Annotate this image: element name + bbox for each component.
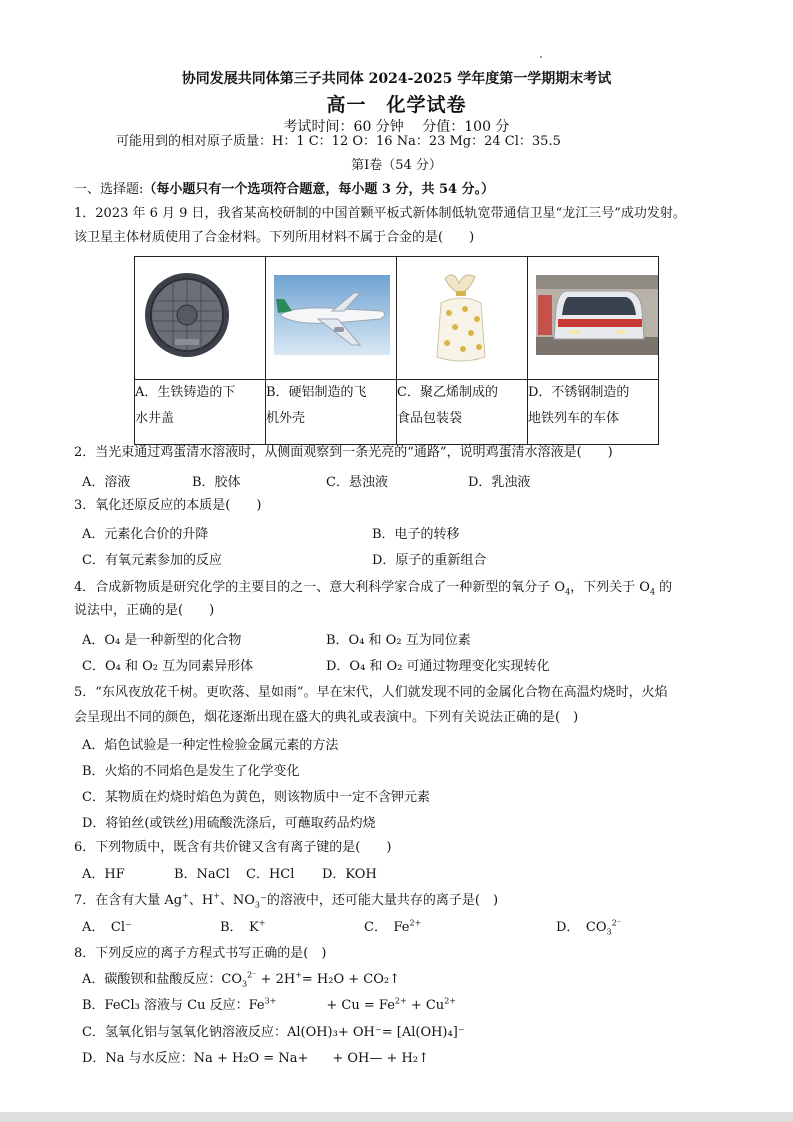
q1-option-c-line2: 食品包装袋 (397, 411, 463, 426)
q1-option-a-line1: A．生铁铸造的下 (135, 385, 236, 400)
q7-stem-sup2: + (213, 891, 220, 901)
q4-option-a: A．O₄ 是一种新型的化合物 (82, 633, 242, 648)
q6-option-b: B．NaCl (174, 867, 230, 882)
q5-option-d: D．将铂丝(或铁丝)用硫酸洗涤后，可蘸取药品灼烧 (82, 816, 376, 831)
q8-option-a-part2: + 2H (256, 972, 296, 987)
q8-option-b-part1: B．FeCl₃ 溶液与 Cu 反应：Fe (82, 998, 265, 1013)
manhole-cover-image (143, 271, 231, 359)
q8-option-b (82, 998, 456, 1014)
q6-stem: 6．下列物质中，既含有共价键又含有离子键的是( ) (74, 840, 392, 855)
q5-stem-line1: 5．“东风夜放花千树。更吹落、星如雨”。早在宋代，人们就发现不同的金属化合物在高温灼烧时，火焰 (74, 685, 668, 700)
scan-dot (540, 56, 542, 58)
q3-option-a: A．元素化合价的升降 (82, 527, 209, 542)
q1-option-b-line2: 机外壳 (266, 411, 306, 426)
q1-image-cell-c (397, 257, 528, 380)
q1-option-c-line1: C．聚乙烯制成的 (397, 385, 498, 400)
subway-train-image (536, 275, 658, 355)
q8-option-c: C．氢氧化铝与氢氧化钠溶液反应：Al(OH)₃+ OH⁻= [Al(OH)₄]⁻ (82, 1025, 465, 1040)
q5-option-a: A．焰色试验是一种定性检验金属元素的方法 (82, 738, 339, 753)
q1-option-b-line1: B．硬铝制造的飞 (266, 385, 367, 400)
q1-image-cell-b (266, 257, 397, 380)
q4-stem-sub2: 4 (649, 587, 656, 597)
q8-option-a-sub: 3 (242, 979, 248, 989)
section-note: （每小题只有一个选项符合题意，每小题 3 分，共 54 分。） (143, 182, 495, 197)
q4-stem-sub1: 4 (565, 587, 571, 597)
q7-option-c-sup: 2+ (409, 918, 422, 928)
q7-option-d-sup: 2⁻ (611, 918, 621, 928)
q6-option-a: A．HF (82, 867, 125, 882)
q4-stem-part2: ，下列关于 O (570, 580, 650, 595)
q6-option-c: C．HCl (246, 867, 295, 882)
q8-option-d (82, 1051, 429, 1067)
q7-stem (74, 893, 498, 909)
q8-option-b-part3: + Cu (406, 998, 445, 1013)
q1-stem-line1: 1．2023 年 6 月 9 日，我省某高校研制的中国首颗平板式新体制低轨宽带通信卫星“龙江三号”成功发射。 (74, 206, 686, 221)
q7-option-a: A． Cl⁻ (82, 920, 132, 935)
q1-options-table (134, 256, 659, 445)
q5-stem-line2: 会呈现出不同的颜色，烟花逐渐出现在盛大的典礼或表演中。下列有关说法正确的是( ) (74, 710, 579, 725)
q4-stem-line1 (74, 580, 672, 596)
q1-option-d-line2: 地铁列车的车体 (528, 411, 620, 426)
airplane-image (274, 275, 390, 355)
q5-option-c: C．某物质在灼烧时焰色为黄色，则该物质中一定不含钾元素 (82, 790, 430, 805)
q1-image-cell-d (528, 257, 659, 380)
food-bag-image (431, 269, 491, 365)
q8-option-a-part1: A．碳酸钡和盐酸反应：CO (82, 972, 242, 987)
q8-option-b-sup2: 2+ (394, 996, 407, 1006)
q8-option-b-part2: + Cu = Fe (326, 998, 395, 1013)
q8-option-a-sup2: + (295, 970, 302, 980)
q4-option-b: B．O₄ 和 O₂ 互为同位素 (326, 633, 471, 648)
q3-option-d: D．原子的重新组合 (372, 553, 487, 568)
volume-label: 第Ⅰ卷（54 分） (351, 158, 442, 173)
q8-option-a (82, 972, 400, 988)
section-heading (74, 182, 494, 198)
q6-option-d: D．KOH (322, 867, 377, 882)
q8-stem: 8．下列反应的离子方程式书写正确的是( ) (74, 946, 327, 961)
q7-stem-sup1: + (182, 891, 189, 901)
q8-option-b-sup3: 2+ (444, 996, 456, 1006)
q1-option-d-line1: D．不锈钢制造的 (528, 385, 630, 400)
q2-option-d: D．乳浊液 (468, 475, 531, 490)
q7-stem-part3: 、NO (219, 893, 255, 908)
q4-stem-line2: 说法中，正确的是( ) (74, 603, 215, 618)
q1-option-a (135, 380, 266, 445)
q1-option-a-line2: 水井盖 (135, 411, 175, 426)
q8-option-d-part2: + OH— + H₂↑ (332, 1051, 429, 1066)
q7-stem-sub1: 3 (254, 900, 261, 910)
q4-stem-part1: 4．合成新物质是研究化学的主要目的之一、意大利科学家合成了一种新型的氧分子 O (74, 580, 566, 595)
q7-stem-part4: ⁻的溶液中，还可能大量共存的离子是( ) (260, 893, 499, 908)
q8-option-a-part3: = H₂O + CO₂↑ (301, 972, 400, 987)
q8-option-b-sup: 3+ (264, 996, 277, 1006)
q7-option-d (556, 920, 621, 936)
q1-option-d (528, 380, 659, 445)
q2-stem: 2．当光束通过鸡蛋清水溶液时，从侧面观察到一条光亮的“通路”，说明鸡蛋清水溶液是( ) (74, 445, 613, 460)
q7-option-b-sup: + (258, 918, 266, 928)
q2-option-a: A．溶液 (82, 475, 131, 490)
q7-option-d-text: D． CO (556, 920, 607, 935)
q7-option-d-sub: 3 (606, 927, 612, 937)
q1-stem-line2: 该卫星主体材质使用了合金材料。下列所用材料不属于合金的是( ) (74, 230, 475, 245)
q2-option-c: C．悬浊液 (326, 475, 388, 490)
q7-option-c-text: C． Fe (364, 920, 410, 935)
q8-option-a-sup: 2⁻ (247, 970, 257, 980)
q5-option-b: B．火焰的不同焰色是发生了化学变化 (82, 764, 300, 779)
q1-image-cell-a (135, 257, 266, 380)
q1-option-c (397, 380, 528, 445)
q7-stem-part2: 、H (188, 893, 214, 908)
q1-option-b (266, 380, 397, 445)
q3-option-c: C．有氧元素参加的反应 (82, 553, 222, 568)
exam-info: 考试时间：60 分钟 分值：100 分 (283, 119, 510, 135)
q2-option-b: B．胶体 (192, 475, 241, 490)
exam-subtitle: 高一 化学试卷 (326, 94, 467, 116)
exam-title: 协同发展共同体第三子共同体 2024-2025 学年度第一学期期末考试 (181, 71, 612, 87)
q7-stem-part1: 7．在含有大量 Ag (74, 893, 183, 908)
q7-option-b (220, 920, 265, 936)
atomic-masses: 可能用到的相对原子质量：H：1 C：12 O：16 Na：23 Mg：24 Cl：35.5 (116, 134, 561, 149)
q3-option-b: B．电子的转移 (372, 527, 460, 542)
q3-stem: 3．氧化还原反应的本质是( ) (74, 498, 262, 513)
page-footer-band (0, 1112, 793, 1122)
section-prefix: 一、选择题: (74, 182, 144, 197)
q4-stem-part3: 的 (655, 580, 673, 595)
q4-option-c: C．O₄ 和 O₂ 互为同素异形体 (82, 659, 254, 674)
q7-option-b-text: B． K (220, 920, 259, 935)
q8-option-d-part1: D．Na 与水反应：Na + H₂O = Na+ (82, 1051, 309, 1066)
q7-option-c (364, 920, 421, 936)
q4-option-d: D．O₄ 和 O₂ 可通过物理变化实现转化 (326, 659, 550, 674)
